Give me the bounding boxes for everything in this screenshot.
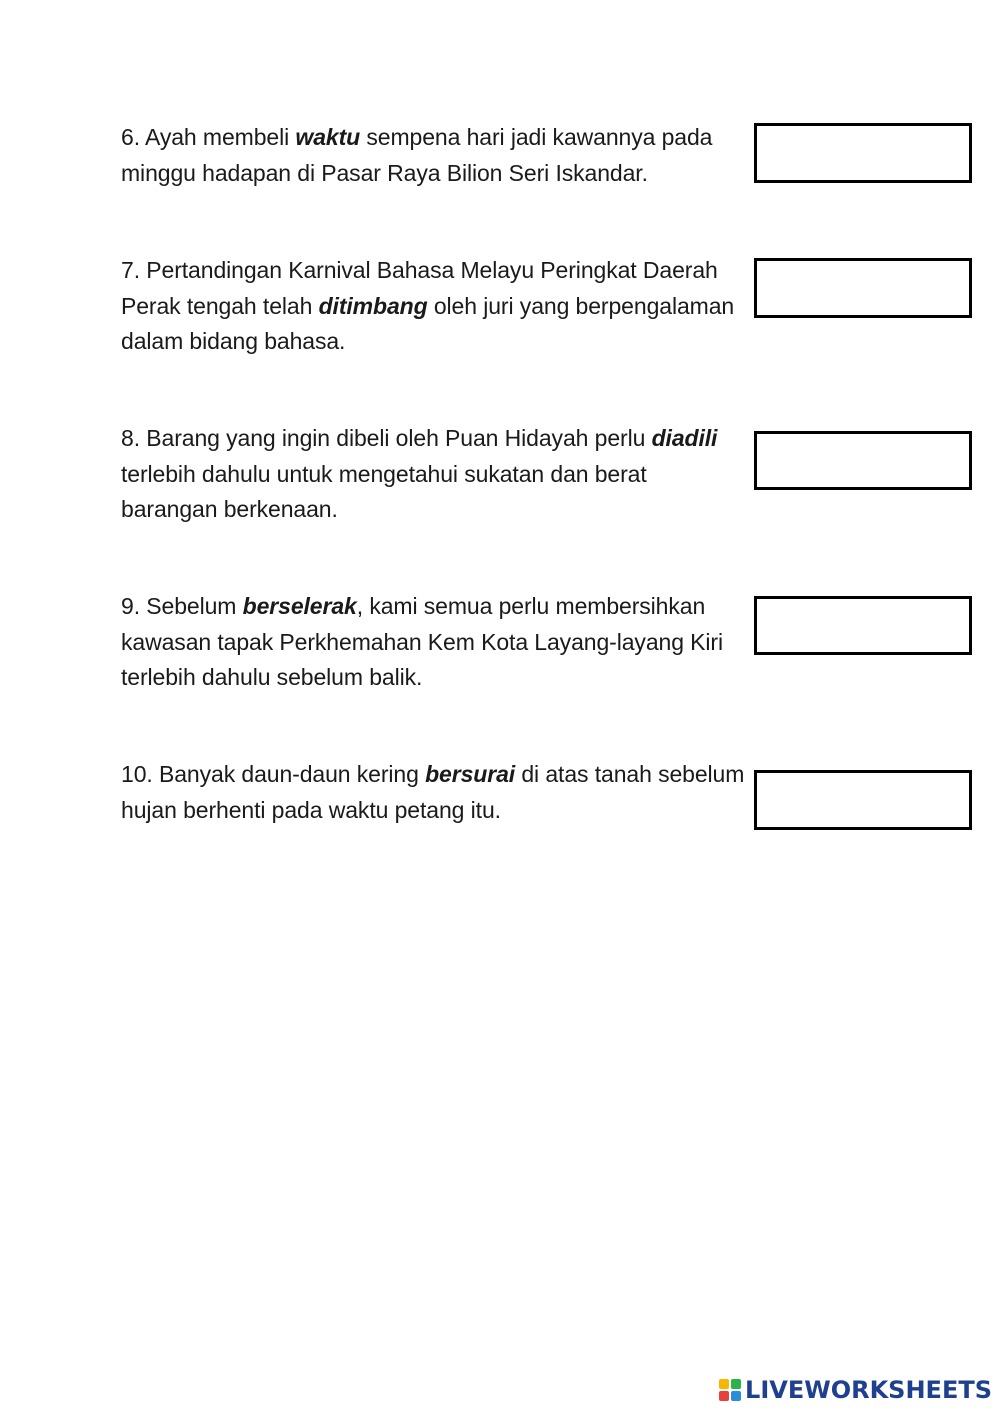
question-text-after: oleh juri yang berpengalaman dalam bidang bahasa.: [121, 292, 735, 354]
question-text-before: Ayah membeli: [139, 124, 296, 150]
question-9-text: [121, 589, 746, 696]
liveworksheets-logo-icon: [719, 1379, 741, 1401]
answer-input-10[interactable]: [754, 770, 972, 830]
answer-input-7[interactable]: [754, 258, 972, 318]
question-keyword: bersurai: [425, 761, 516, 787]
question-number: 8.: [121, 425, 140, 451]
question-keyword: diadili: [651, 425, 718, 451]
question-text-before: Pertandingan Karnival Bahasa Melayu Peringkat Daerah Perak tengah telah: [121, 257, 718, 319]
question-text-before: Banyak daun-daun kering: [152, 761, 426, 787]
answer-input-8[interactable]: [754, 431, 972, 490]
question-number: 10.: [121, 761, 153, 787]
logo-square: [731, 1379, 741, 1389]
question-number: 9.: [121, 593, 140, 619]
logo-square: [719, 1379, 729, 1389]
question-10-text: [121, 757, 746, 828]
question-8-text: [121, 421, 746, 528]
question-number: 7.: [121, 257, 140, 283]
question-text-after: terlebih dahulu untuk mengetahui sukatan dan berat barangan berkenaan.: [121, 460, 647, 522]
logo-square: [719, 1391, 729, 1401]
question-keyword: waktu: [295, 124, 361, 150]
question-7-text: [121, 253, 746, 360]
logo-square: [731, 1391, 741, 1401]
answer-input-6[interactable]: [754, 123, 972, 183]
question-text-after: , kami semua perlu membersihkan kawasan tapak Perkhemahan Kem Kota Layang-layang Kiri terlebih dahulu sebelum balik.: [121, 593, 723, 690]
question-text-before: Barang yang ingin dibeli oleh Puan Hidayah perlu: [139, 425, 652, 451]
liveworksheets-brand: [719, 1375, 992, 1405]
question-keyword: berselerak: [242, 593, 357, 619]
brand-name: LIVEWORKSHEETS: [745, 1376, 992, 1404]
question-text-before: Sebelum: [139, 593, 243, 619]
question-number: 6.: [121, 124, 140, 150]
question-6-text: [121, 120, 746, 191]
answer-input-9[interactable]: [754, 596, 972, 655]
question-text-after: di atas tanah sebelum hujan berhenti pada waktu petang itu.: [121, 761, 745, 823]
question-text-after: sempena hari jadi kawannya pada minggu hadapan di Pasar Raya Bilion Seri Iskandar.: [121, 124, 713, 186]
question-keyword: ditimbang: [318, 292, 428, 319]
